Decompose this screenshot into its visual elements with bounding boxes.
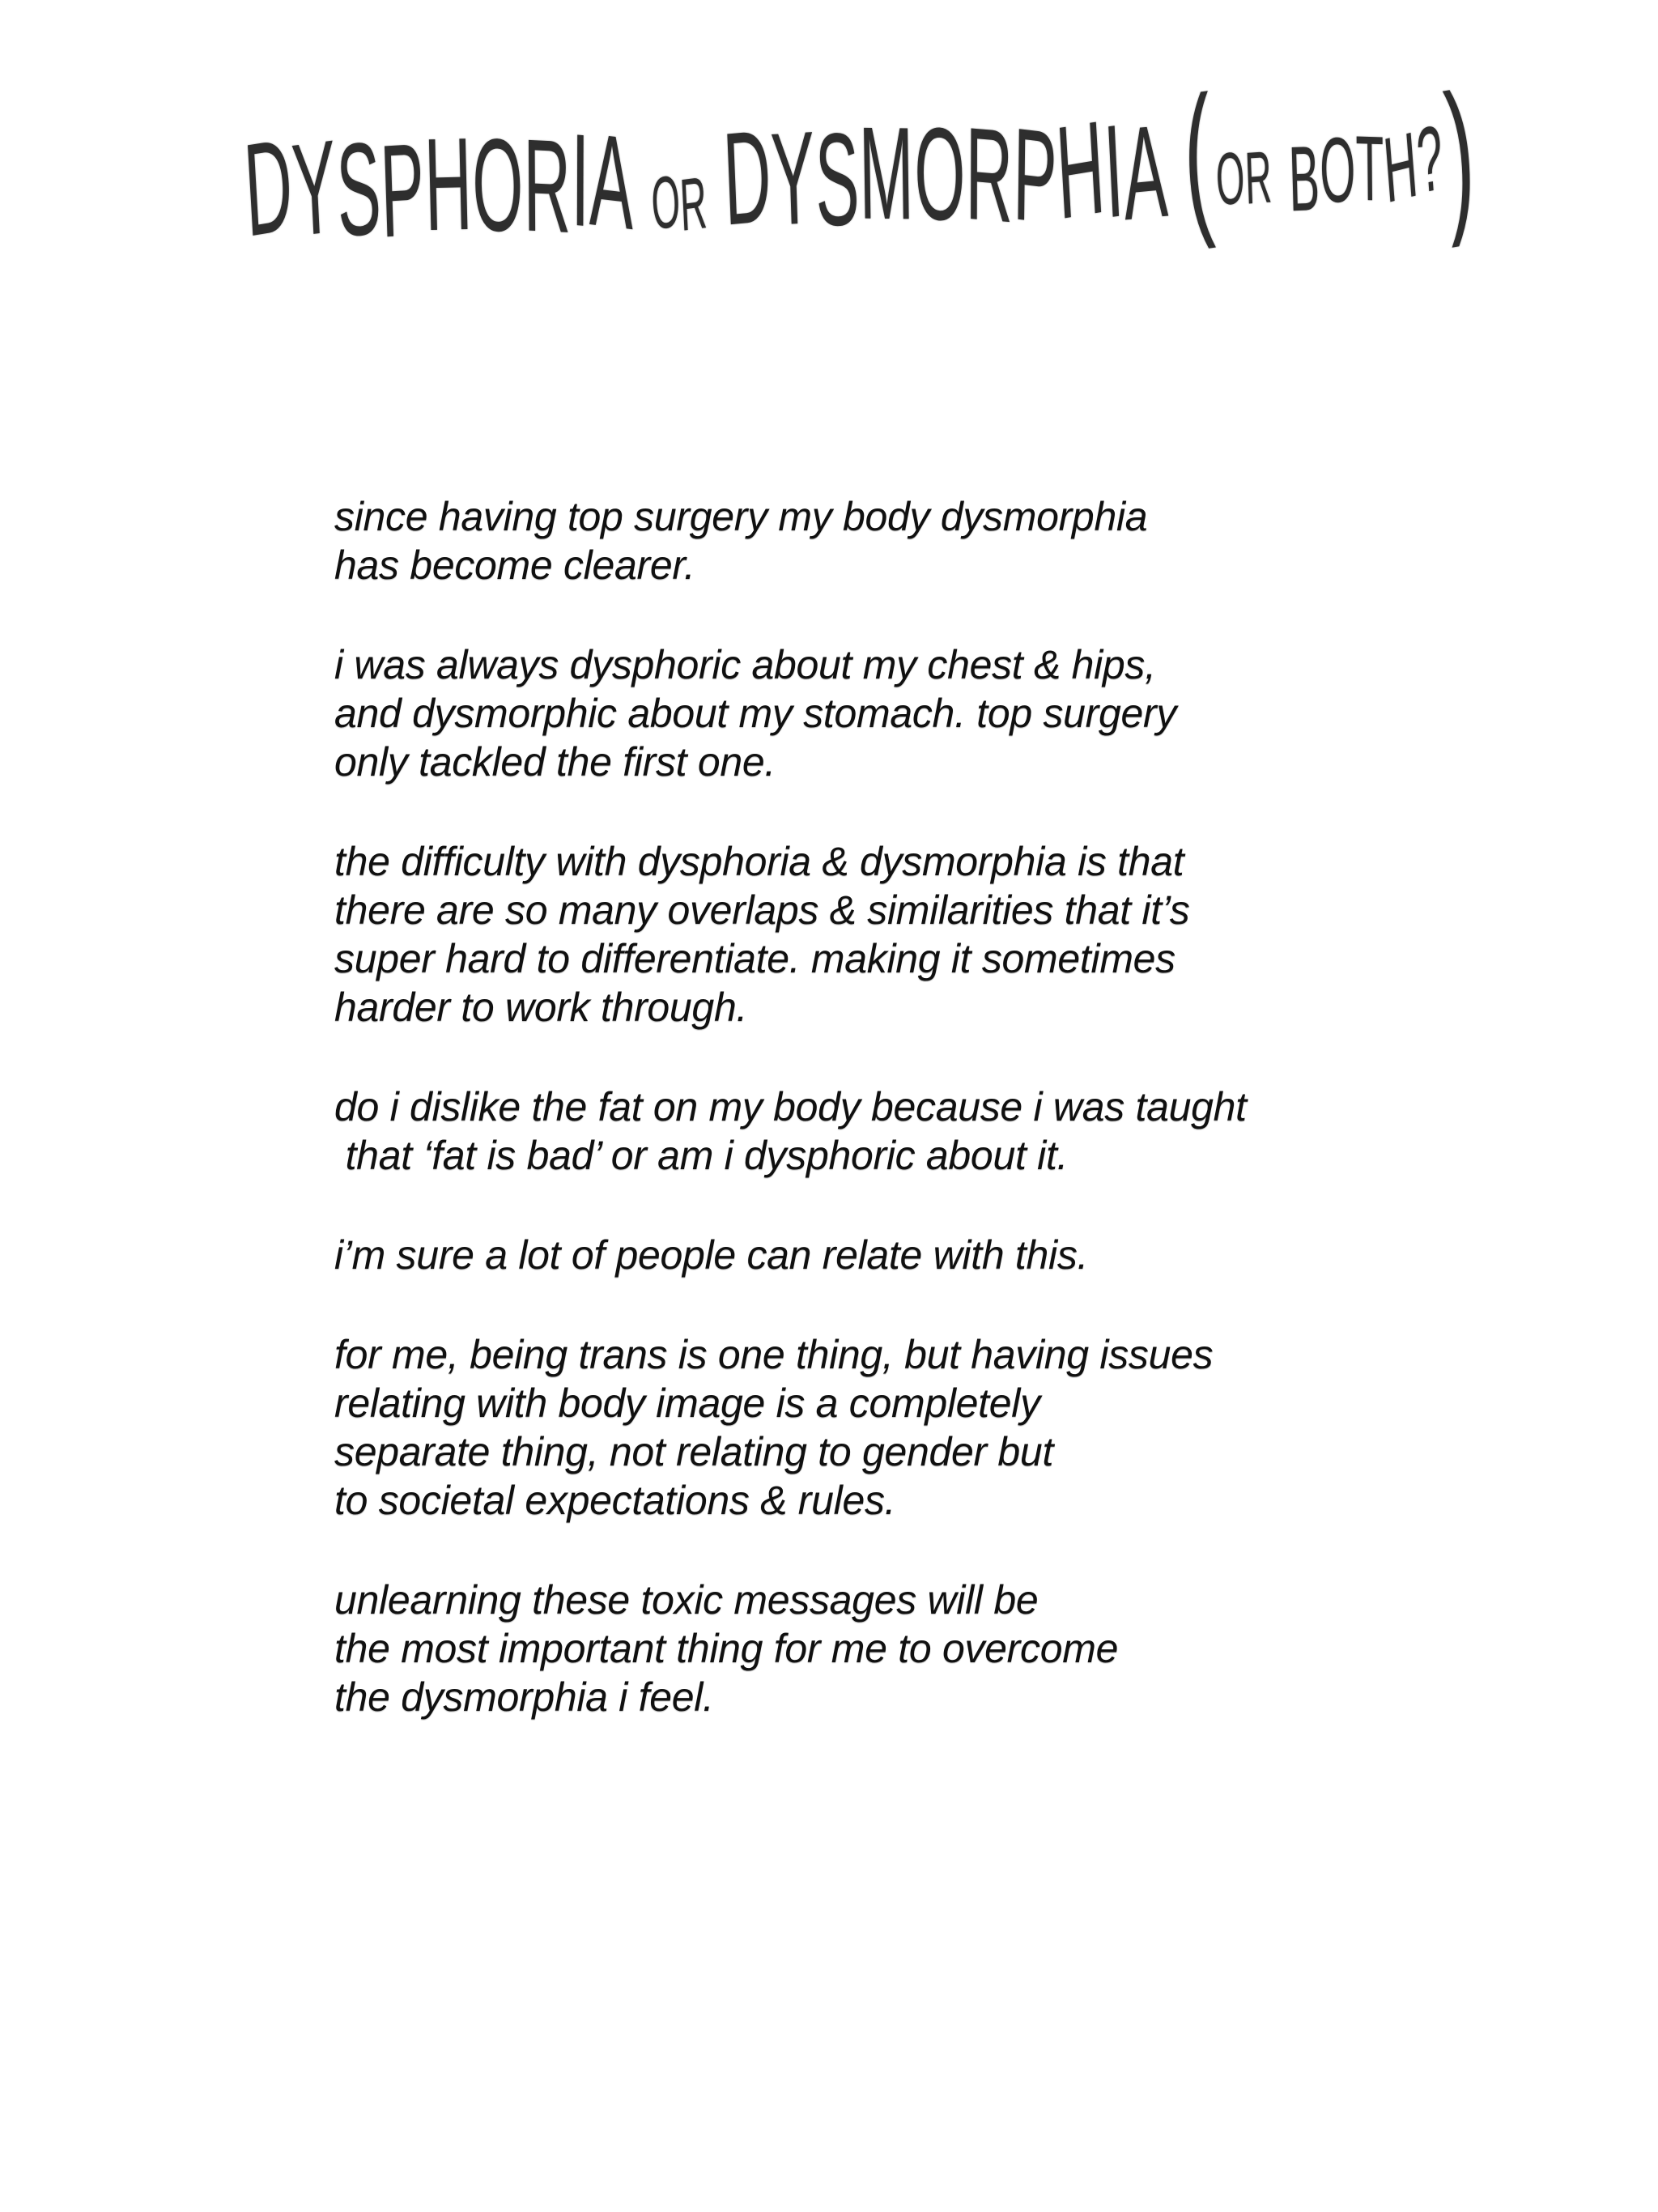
text-line: relating with body image is a completely	[334, 1380, 1040, 1426]
title-char: Y	[289, 111, 341, 265]
title-segment	[1286, 105, 1447, 232]
title-char: R	[678, 161, 710, 247]
paragraph	[334, 837, 1247, 1032]
title-char: R	[523, 110, 572, 261]
title-char: ?	[1414, 105, 1447, 214]
title-char: T	[1354, 117, 1385, 221]
title-char: Y	[768, 102, 818, 253]
text-line: for me, being trans is one thing, but having issues	[334, 1332, 1214, 1377]
title-char: O	[1318, 119, 1357, 222]
text-line: there are so many overlaps & similarities that it’s	[334, 887, 1190, 933]
title-char: D	[721, 100, 775, 253]
paragraph	[334, 1083, 1247, 1180]
title-char: B	[1287, 127, 1321, 232]
paragraph	[334, 1231, 1247, 1279]
text-line: to societal expectations & rules.	[334, 1478, 896, 1523]
title-char: P	[1012, 99, 1058, 252]
paragraph	[334, 1330, 1247, 1525]
text-line: only tackled the first one.	[334, 739, 776, 785]
title-char: I	[1101, 96, 1128, 246]
title-char: S	[334, 113, 384, 265]
title-char: R	[1243, 135, 1273, 220]
text-line: that ‘fat is bad’ or am i dysphoric about it.	[334, 1133, 1069, 1178]
title-char: H	[1380, 113, 1422, 223]
title-char: P	[378, 114, 427, 266]
paragraph	[334, 492, 1247, 589]
text-line: harder to work through.	[334, 985, 748, 1030]
title-segment	[1214, 134, 1273, 223]
title-char: )	[1440, 57, 1480, 249]
title-char: O	[913, 98, 967, 249]
title-char: R	[965, 98, 1014, 251]
title-segment	[648, 159, 710, 247]
title-char: S	[814, 104, 861, 253]
text-line: the dysmorphia i feel.	[334, 1674, 714, 1720]
text-line: the most important thing for me to overcome	[334, 1626, 1119, 1671]
text-line: since having top surgery my body dysmorphia	[334, 494, 1148, 539]
title-char: O	[648, 159, 683, 246]
text-line: i’m sure a lot of people can relate with this.	[334, 1232, 1089, 1278]
text-line: has become clearer.	[334, 542, 695, 588]
text-line: i was always dysphoric about my chest & hips,	[334, 642, 1156, 687]
text-line: separate thing, not relating to gender but	[334, 1429, 1054, 1474]
text-line: super hard to differentiate. making it sometimes	[334, 936, 1175, 981]
paragraph	[334, 1576, 1247, 1721]
title-char: A	[589, 104, 636, 257]
title-char: O	[471, 110, 525, 259]
title-char: O	[1214, 136, 1247, 222]
page-title	[240, 57, 1480, 289]
title-char: A	[1120, 96, 1171, 249]
title-char: (	[1179, 61, 1218, 253]
title-segment	[721, 91, 1171, 256]
text-line: and dysmorphic about my stomach. top surgery	[334, 691, 1177, 736]
paragraph	[334, 640, 1247, 786]
title-char: H	[1052, 91, 1109, 247]
title-char: M	[858, 98, 916, 248]
title-segment	[240, 104, 636, 266]
body-text	[334, 492, 1247, 1772]
text-line: unlearning these toxic messages will be	[334, 1577, 1039, 1623]
text-line: the difficulty with dysphoria & dysmorphia is that	[334, 839, 1184, 884]
title-char: H	[423, 109, 474, 258]
title-segment	[1442, 57, 1478, 253]
text-line: do i dislike the fat on my body because i was taught	[334, 1084, 1247, 1129]
title-segment	[1180, 62, 1216, 258]
title-char: D	[240, 108, 297, 265]
title-char: I	[571, 104, 590, 255]
